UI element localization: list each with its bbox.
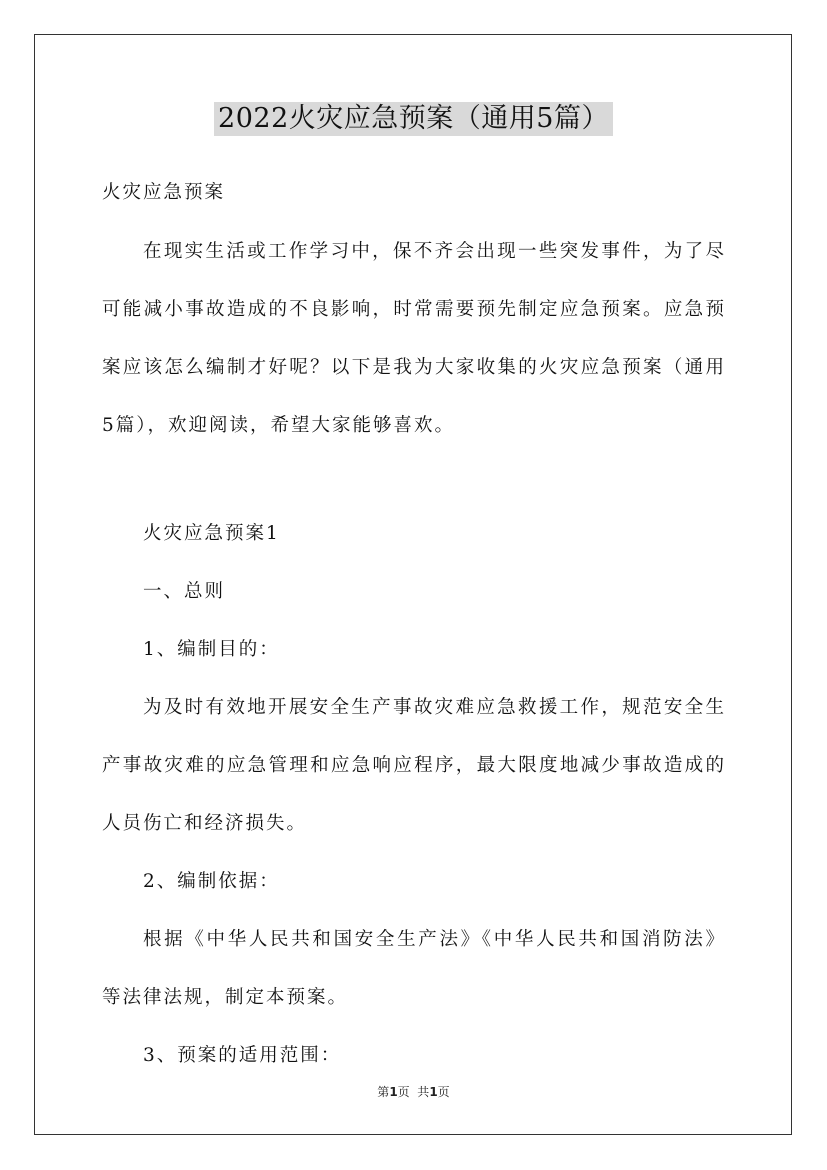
document-title-text: 2022火灾应急预案（通用5篇）: [214, 102, 613, 136]
general-heading: 一、总则: [143, 581, 226, 602]
page-label-prefix: 第: [377, 1085, 390, 1099]
purpose-paragraph: 为及时有效地开展安全生产事故灾难应急救援工作，规范安全生产事故灾难的应急管理和应急响应程序，最大限度地减少事故造成的人员伤亡和经济损失。: [102, 697, 726, 834]
intro-paragraph: 在现实生活或工作学习中，保不齐会出现一些突发事件，为了尽可能减小事故造成的不良影响，时常需要预先制定应急预案。应急预案应该怎么编制才好呢？以下是我为大家收集的火灾应急预案（通用5篇），欢迎阅读，希望大家能够喜欢。: [102, 241, 726, 436]
basis-heading: 2、编制依据：: [143, 871, 280, 892]
page-total: 1: [429, 1085, 438, 1099]
document-title: [0, 99, 827, 139]
document-subtitle: 火灾应急预案: [102, 182, 226, 203]
section-heading: 火灾应急预案1: [143, 523, 280, 544]
page-footer: [0, 1083, 827, 1101]
scope-heading: 3、预案的适用范围：: [143, 1045, 342, 1066]
paragraph-gap: [102, 455, 726, 505]
page-label-suffix: 页: [437, 1085, 450, 1099]
document-body: [102, 174, 726, 1085]
purpose-heading: 1、编制目的：: [143, 639, 280, 660]
page-current: 1: [389, 1085, 398, 1099]
page-label-mid: 页 共: [397, 1085, 430, 1099]
basis-paragraph: 根据《中华人民共和国安全生产法》《中华人民共和国消防法》等法律法规，制定本预案。: [102, 929, 726, 1008]
